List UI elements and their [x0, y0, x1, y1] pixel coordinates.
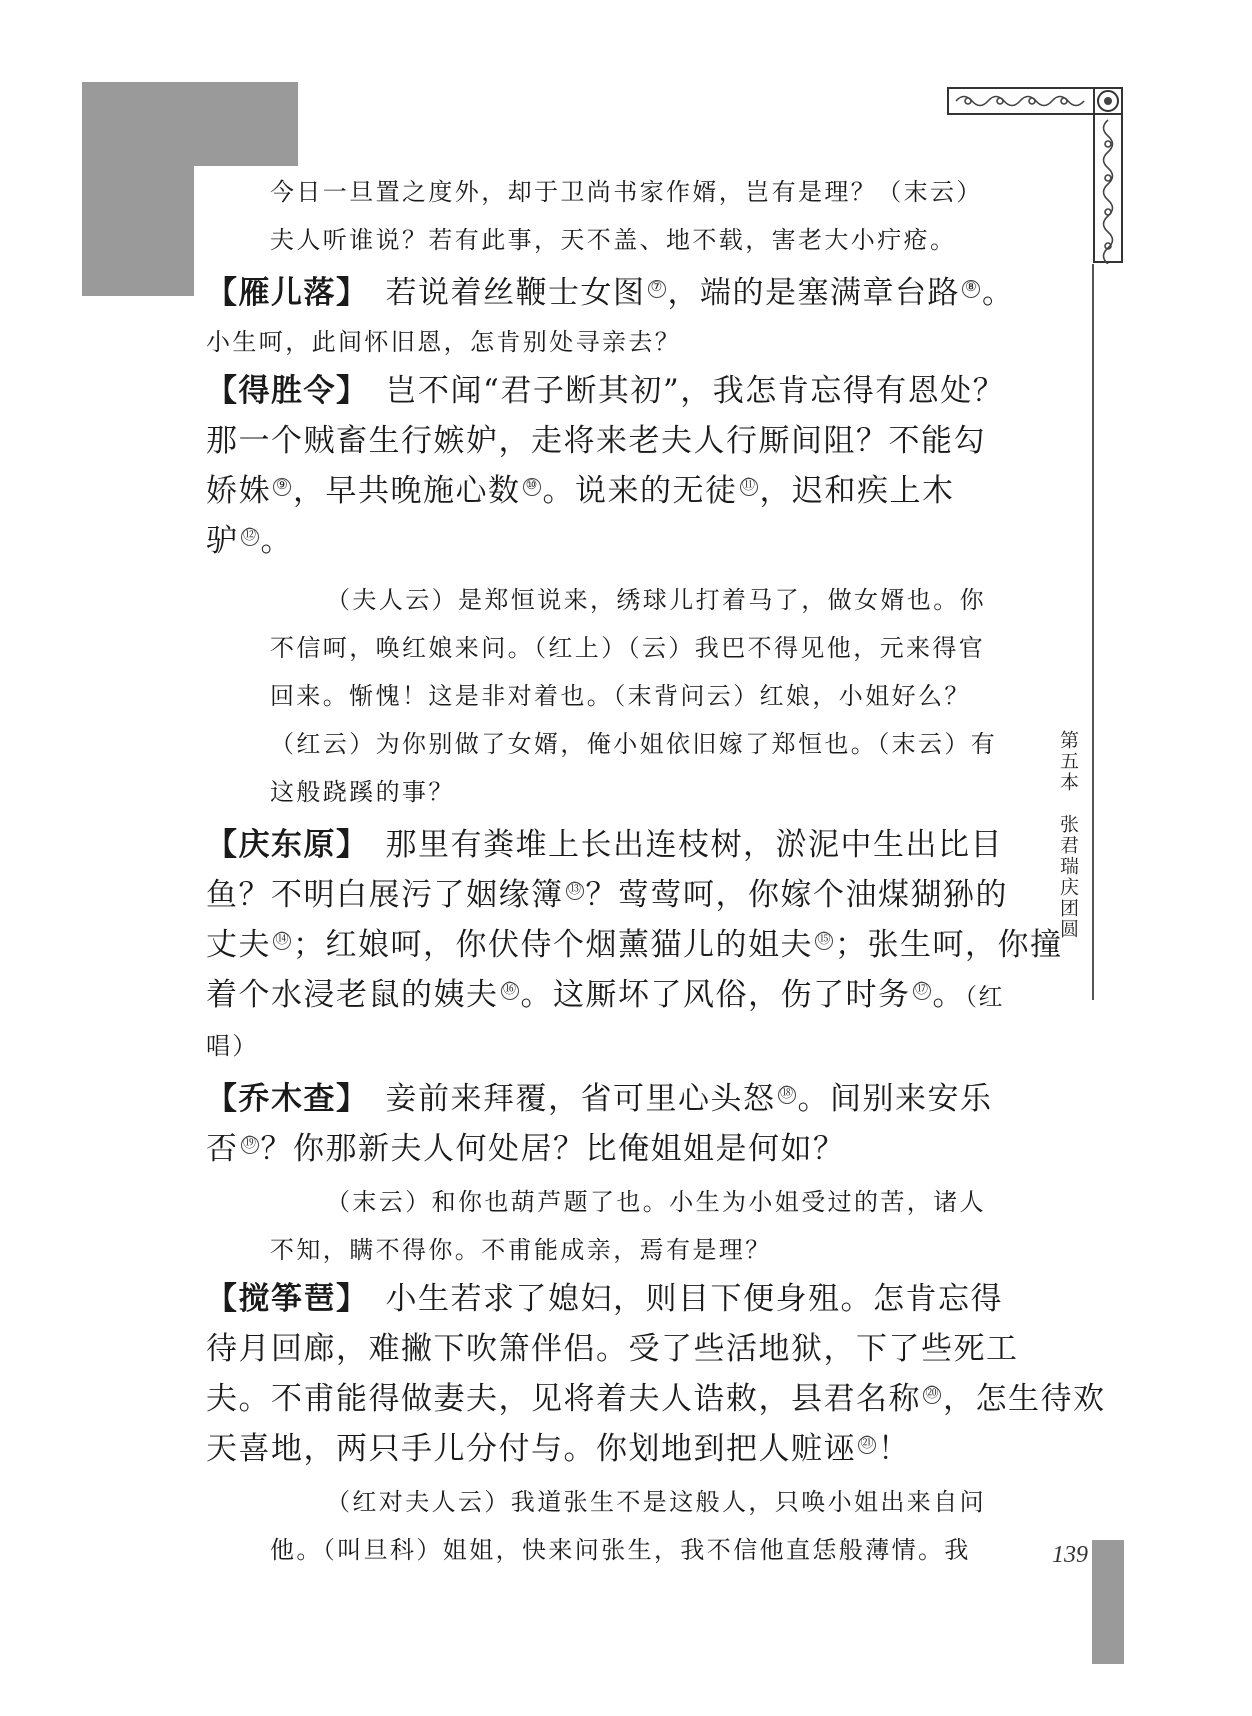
- verse-line: 小生呵，此间怀旧恩，怎肯别处寻亲去？: [206, 328, 682, 356]
- dialogue-line: （红对夫人云）我道张生不是这般人，只唤小姐出来自问: [326, 1488, 986, 1516]
- dialogue-line: 他。（叫旦科）姐姐，快来问张生，我不信他直恁般薄情。我: [270, 1536, 971, 1564]
- footnote-marker: ⑪: [740, 478, 758, 496]
- dialogue-line: 不信呵，唤红娘来问。（红上）（云）我巴不得见他，元来得官: [270, 634, 986, 662]
- dialogue-line: 回来。惭愧！这是非对着也。（末背问云）红娘，小姐好么？: [270, 682, 971, 710]
- tune-title: 【雁儿落】: [206, 275, 353, 311]
- verse-line: 待月回廊，难撇下吹箫伴侣。受了些活地狱，下了些死工: [206, 1331, 1019, 1367]
- verse-line: 【乔木查】 妾前来拜覆，省可里心头怒 ⑱ 。间别来安乐: [206, 1081, 993, 1117]
- verse-line: 夫。不甫能得做妻夫，见将着夫人诰敕，县君名称 ⑳ ，怎生待欢: [206, 1381, 1106, 1417]
- footnote-marker: ⑫: [241, 528, 259, 546]
- verse-line: 娇姝 ⑨ ，早共晚施心数 ⑩ 。说来的无徒 ⑪ ，迟和疾上木: [206, 473, 955, 509]
- footnote-marker: ⑬: [566, 882, 584, 900]
- dialogue-line: （红云）为你别做了女婿，俺小姐依旧嫁了郑恒也。（末云）有: [270, 730, 998, 758]
- footnote-marker: ⑳: [923, 1386, 941, 1404]
- verse-line: 丈夫 ⑭ ；红娘呵，你伏侍个烟薰猫儿的姐夫 ⑮ ；张生呵，你撞: [206, 927, 1063, 963]
- dialogue-line: （夫人云）是郑恒说来，绣球儿打着马了，做女婿也。你: [326, 586, 986, 614]
- text-line: 夫人听谁说？若有此事，天不盖、地不载，害老大小疔疮。: [270, 226, 957, 254]
- tune-title: 【搅筝琶】: [206, 1281, 353, 1317]
- page-number: 139: [1052, 1542, 1088, 1568]
- footnote-marker: ⑯: [501, 982, 519, 1000]
- tune-title: 【庆东原】: [206, 827, 353, 863]
- verse-line: 天喜地，两只手儿分付与。你划地到把人赃诬 ㉑ ！: [206, 1431, 911, 1467]
- tune-title: 【得胜令】: [206, 373, 353, 409]
- footnote-marker: ⑰: [913, 982, 931, 1000]
- footnote-marker: ⑨: [273, 478, 291, 496]
- footnote-marker: ⑲: [241, 1136, 259, 1154]
- text-line: 今日一旦置之度外，却于卫尚书家作婿，岂有是理？（末云）: [270, 178, 983, 206]
- footnote-marker: ㉑: [858, 1436, 876, 1454]
- verse-line: 否 ⑲ ？你那新夫人何处居？比俺姐姐是何如？: [206, 1131, 846, 1167]
- corner-gray-block-side: [82, 82, 194, 296]
- page-edge-gray-block: [1092, 1540, 1124, 1664]
- verse-line: 鱼？不明白展污了姻缘簿 ⑬ ？莺莺呵，你嫁个油煤猢狲的: [206, 877, 1008, 913]
- verse-line: 【雁儿落】 若说着丝鞭士女图 ⑦ ，端的是塞满章台路 ⑧ 。: [206, 275, 1015, 311]
- dialogue-line: （末云）和你也葫芦题了也。小生为小姐受过的苦，诸人: [326, 1188, 986, 1216]
- verse-line: 那一个贼畜生行嫉妒，走将来老夫人行厮间阻？不能勾: [206, 423, 986, 459]
- verse-line: 驴 ⑫ 。: [206, 523, 293, 559]
- footnote-marker: ⑱: [778, 1086, 796, 1104]
- verse-line: 【搅筝琶】 小生若求了媳妇，则目下便身殂。怎肯忘得: [206, 1281, 1003, 1317]
- dialogue-line: 这般跷蹊的事？: [270, 778, 455, 806]
- verse-line: 【得胜令】 岂不闻“君子断其初”，我怎肯忘得有恩处？: [206, 373, 1006, 409]
- tune-title: 【乔木查】: [206, 1081, 353, 1117]
- stage-direction: 唱）: [206, 1032, 259, 1060]
- dialogue-line: 不知，瞒不得你。不甫能成亲，焉有是理？: [270, 1236, 772, 1264]
- margin-rule: [1092, 264, 1094, 1000]
- footnote-marker: ⑧: [962, 280, 980, 298]
- footnote-marker: ⑮: [815, 932, 833, 950]
- verse-line: 【庆东原】 那里有粪堆上长出连枝树，淤泥中生出比目: [206, 827, 1003, 863]
- running-head: 第五本 张君瑞庆团圆: [1057, 730, 1079, 940]
- footnote-marker: ⑭: [273, 932, 291, 950]
- verse-line: 着个水浸老鼠的姨夫 ⑯ 。这厮坏了风俗，伤了时务 ⑰ 。（红: [206, 977, 1004, 1013]
- footnote-marker: ⑦: [648, 280, 666, 298]
- footnote-marker: ⑩: [523, 478, 541, 496]
